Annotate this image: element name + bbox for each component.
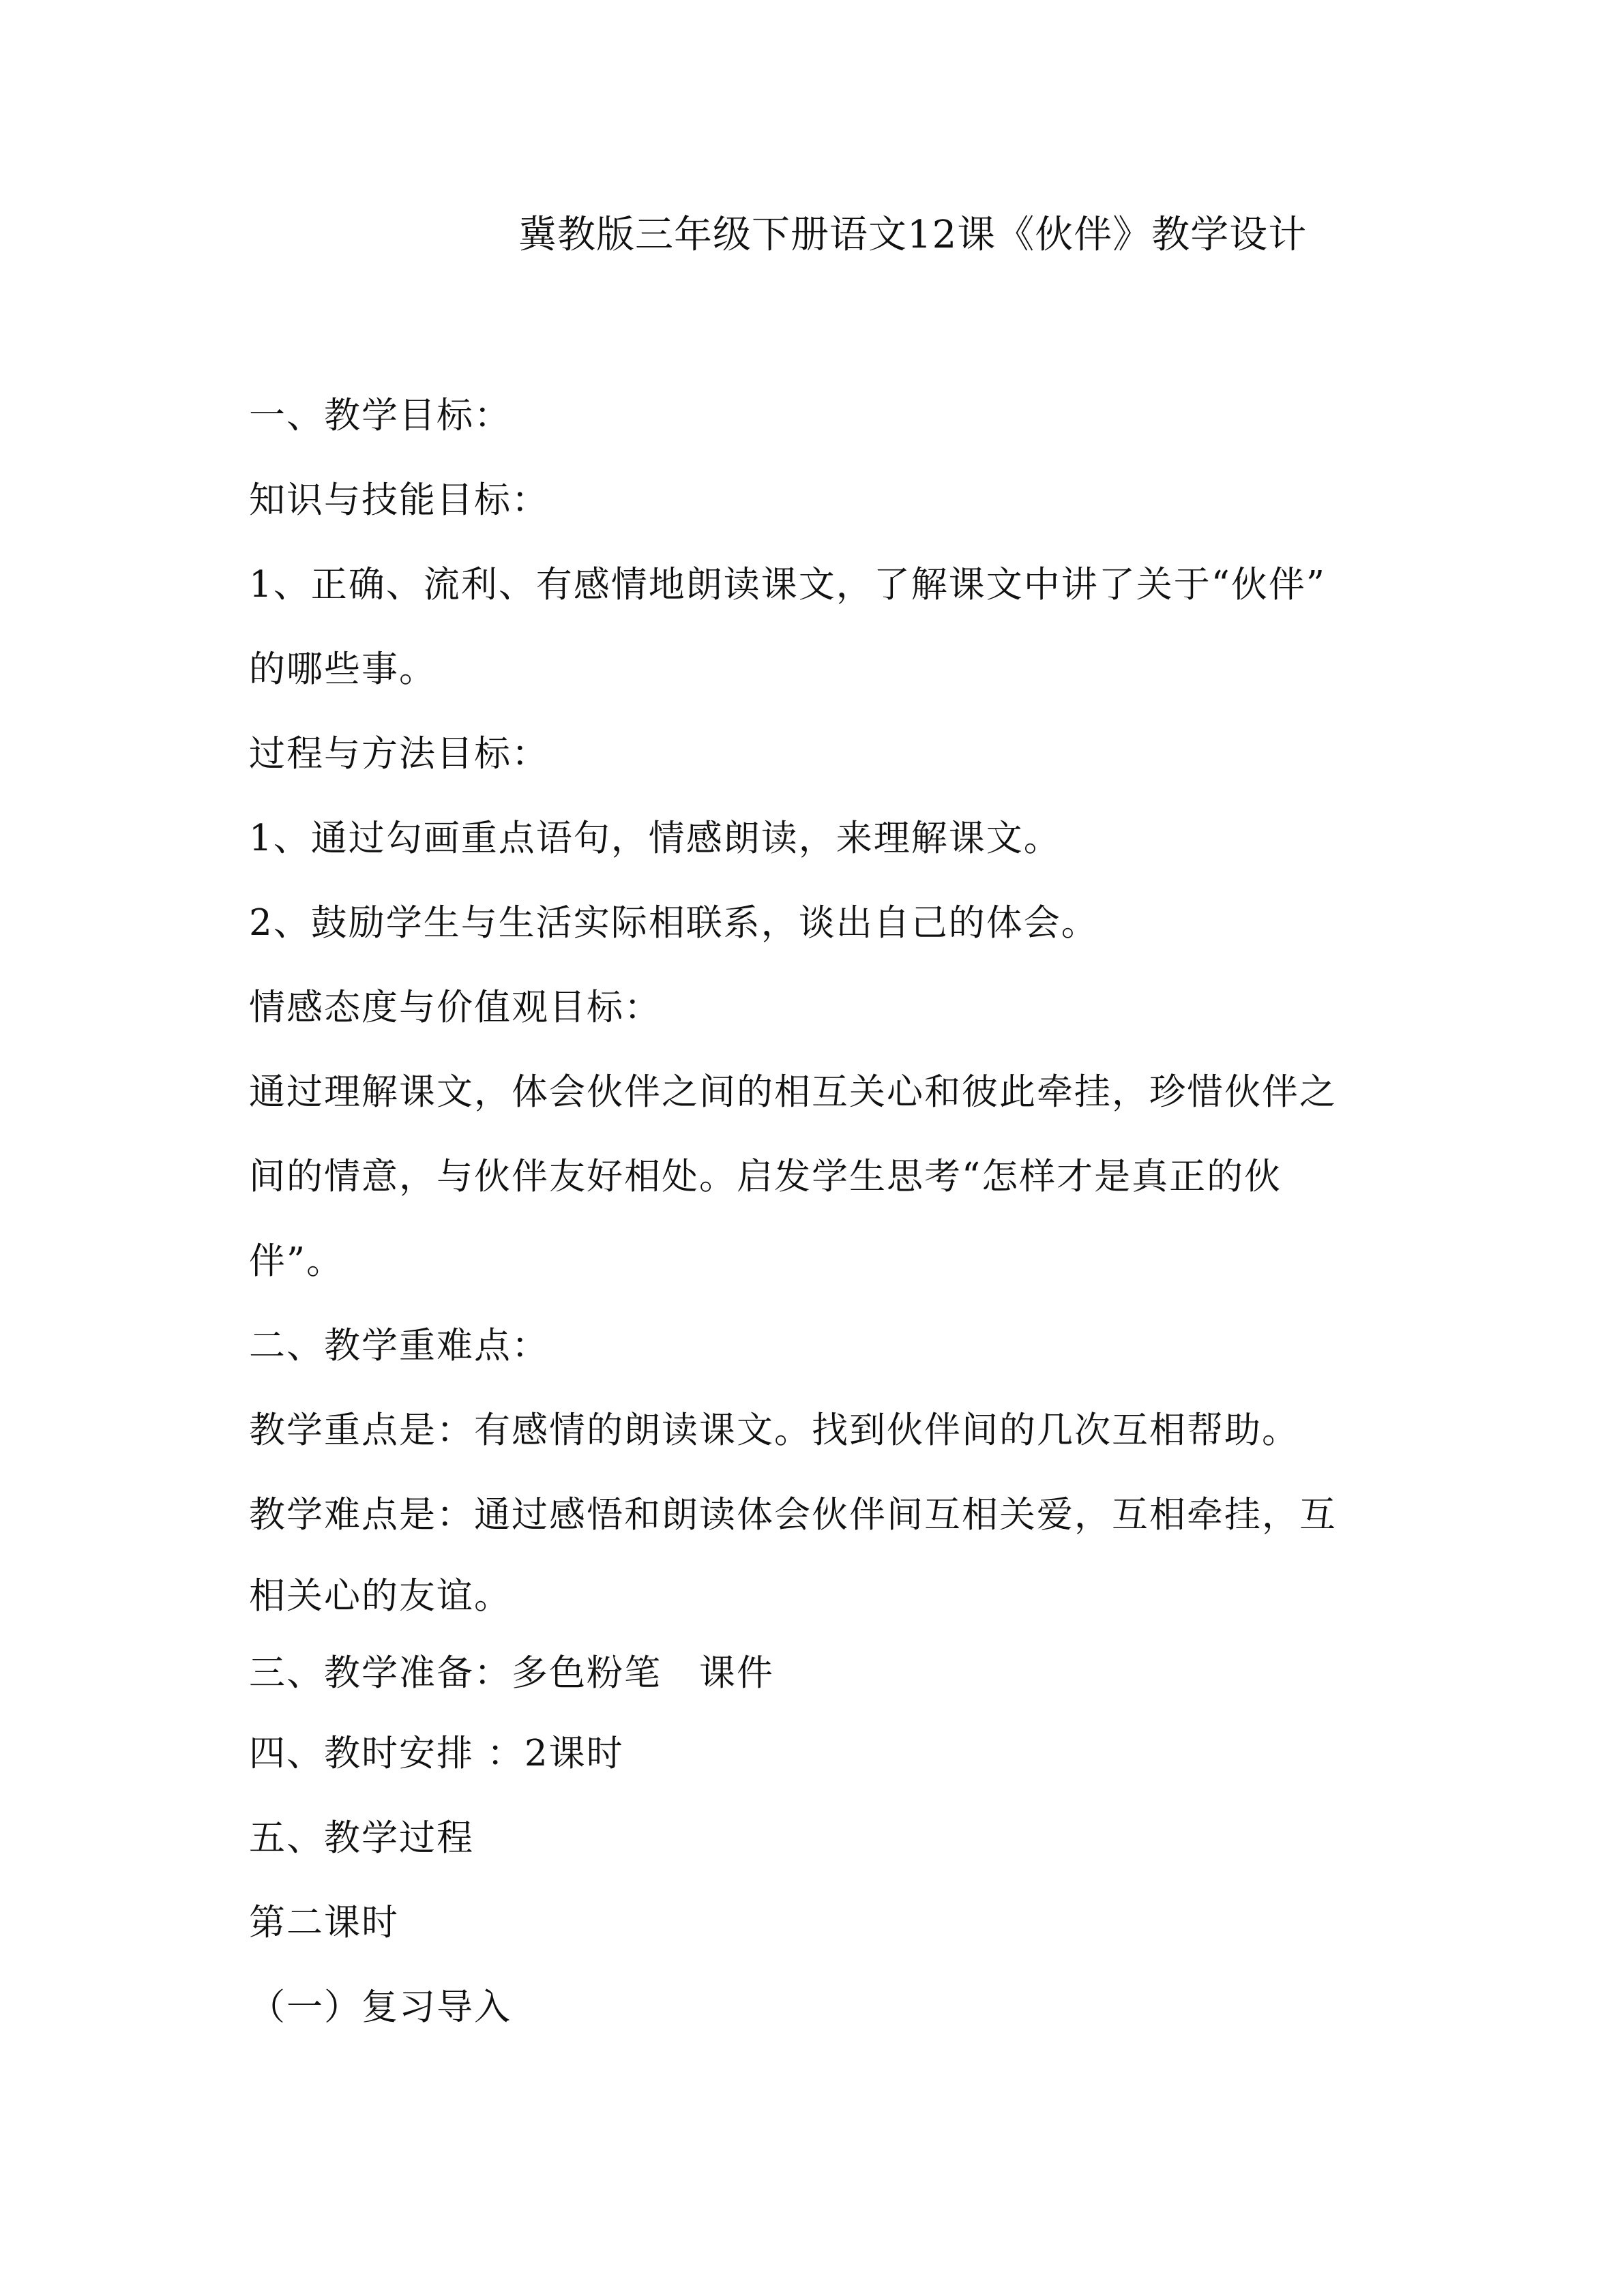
paragraph-line: 1、通过勾画重点语句，情感朗读，来理解课文。: [249, 818, 1061, 859]
paragraph-line: 通过理解课文，体会伙伴之间的相互关心和彼此牵挂，珍惜伙伴之: [249, 1071, 1337, 1113]
paragraph-line: 教学重点是：有感情的朗读课文。找到伙伴间的几次互相帮助。: [249, 1410, 1299, 1451]
paragraph-line: 间的情意，与伙伴友好相处。启发学生思考“怎样才是真正的伙: [249, 1156, 1282, 1197]
section-heading-process: 五、教学过程: [249, 1817, 474, 1859]
section-heading-schedule: 四、教时安排 ：2课时: [249, 1733, 624, 1774]
paragraph-line: 相关心的友谊。: [249, 1575, 512, 1617]
document-body: [249, 374, 1381, 2050]
section-heading-objectives: 一、教学目标：: [249, 395, 512, 436]
subheading-process-method: 过程与方法目标：: [249, 733, 549, 775]
section-heading-preparation: 三、教学准备：多色粉笔 课件: [249, 1652, 774, 1694]
paragraph-line: 1、正确、流利、有感情地朗读课文，了解课文中讲了关于“伙伴”: [249, 564, 1326, 606]
subheading-emotion-values: 情感态度与价值观目标：: [249, 987, 662, 1028]
paragraph-line: 教学难点是：通过感悟和朗读体会伙伴间互相关爱，互相牵挂，互: [249, 1494, 1337, 1536]
subheading-second-lesson: 第二课时: [249, 1902, 399, 1943]
paragraph-line: 的哪些事。: [249, 648, 437, 690]
paragraph-line: 2、鼓励学生与生活实际相联系，谈出自己的体会。: [249, 902, 1099, 944]
paragraph-line: 伴”。: [249, 1240, 344, 1282]
section-heading-key-points: 二、教学重难点：: [249, 1325, 549, 1367]
subheading-knowledge-skills: 知识与技能目标：: [249, 479, 549, 521]
subheading-review-intro: （一）复习导入: [249, 1986, 512, 2028]
document-title: 冀教版三年级下册语文12课《伙伴》教学设计: [518, 213, 1308, 257]
